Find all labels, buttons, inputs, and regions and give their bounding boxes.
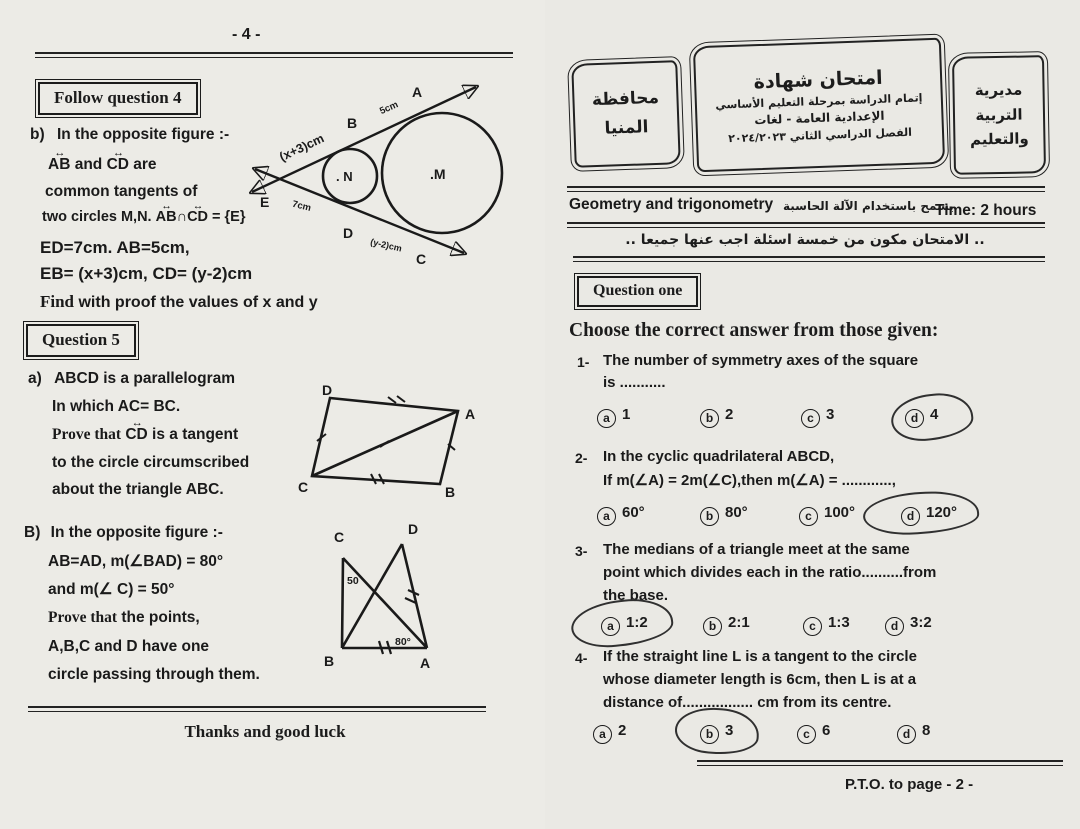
divider: [567, 186, 1045, 192]
option-letter: c: [801, 409, 820, 428]
divider: [697, 760, 1063, 766]
follow-question-4-title: Follow question 4: [38, 82, 198, 115]
figure-parallelogram: [288, 378, 483, 506]
item4-number: 4-: [575, 650, 588, 666]
part-b-line-ed: ED=7cm. AB=5cm,: [40, 238, 190, 257]
answer-circle-mark-item3: [569, 595, 675, 651]
header-box-governorate: محافظة المنيا: [571, 60, 681, 168]
label-seg-dc: (y-2)cm: [369, 236, 403, 254]
q5b-line1: B) In the opposite figure :-: [24, 524, 223, 541]
option-letter: a: [601, 617, 620, 636]
label-point-a: A: [420, 655, 431, 671]
item4-option-d: d 8: [897, 722, 930, 744]
label-point-b: B: [347, 115, 358, 131]
label-circle-n: . N: [336, 169, 353, 184]
item2-line1: In the cyclic quadrilateral ABCD,: [603, 448, 835, 465]
item3-line2: point which divides each in the ratio..........from: [603, 564, 937, 581]
label-seg-eb: (x+3)cm: [277, 131, 327, 165]
divider: [573, 256, 1045, 262]
vector-ab: AB ↔: [48, 156, 70, 174]
item4-option-b: b 3: [700, 722, 733, 744]
label-point-c: C: [416, 251, 427, 267]
item1-option-b: b 2: [700, 406, 733, 428]
calculator-note: يسمح باستخدام الآلة الحاسبة: [783, 199, 954, 213]
part-b-line-vectors: AB ↔ and CD ↔ are: [48, 156, 157, 174]
item1-option-d: d 4: [905, 406, 938, 428]
item4-option-a: a 2: [593, 722, 626, 744]
label-seg-ba: 5cm: [378, 99, 400, 118]
label-point-d: D: [322, 382, 333, 398]
answer-circle-mark-item1: [889, 390, 975, 444]
label-point-d: D: [343, 225, 354, 241]
q5b-line3: and m(∠ C) = 50°: [48, 581, 175, 598]
option-letter: c: [799, 507, 818, 526]
item2-option-b: b 80°: [700, 504, 748, 526]
option-letter: b: [700, 725, 719, 744]
item2-option-a: a 60°: [597, 504, 645, 526]
figure-crossed-triangles: [300, 518, 470, 680]
item4-line1: If the straight line L is a tangent to the circle: [603, 648, 917, 665]
q5b-line5: A,B,C and D have one: [48, 638, 210, 655]
item3-line1: The medians of a triangle meet at the same: [603, 541, 910, 558]
vector-cd: CD ↔: [187, 209, 208, 225]
left-page-footer: Thanks and good luck: [184, 722, 346, 741]
item2-option-c: c 100°: [799, 504, 855, 526]
q5b-line6: circle passing through them.: [48, 666, 260, 683]
label-angle-a: 80°: [395, 636, 411, 648]
item1-line1: The number of symmetry axes of the square: [603, 352, 919, 369]
item3-line3: the base.: [603, 587, 669, 604]
option-letter: b: [703, 617, 722, 636]
header-box-exam: امتحان شهادة إتمام الدراسة بمرحلة التعليم الأساسي الإعدادية العامة - لغات الفصل الدراسي الثاني ٢٠٢٤/٢٠٢٣: [693, 38, 945, 173]
page-number: - 4 -: [232, 26, 261, 43]
option-letter: b: [700, 507, 719, 526]
exam-instruction: .. الامتحان مكون من خمسة اسئلة اجب عنها جميعا ..: [625, 232, 985, 248]
page-right: [545, 0, 1080, 829]
option-letter: c: [797, 725, 816, 744]
vector-ab: AB ↔: [156, 209, 177, 225]
divider: [35, 52, 513, 58]
divider: [567, 222, 1045, 228]
item1-option-a: a 1: [597, 406, 630, 428]
part-b-line-circles: two circles M,N. AB ↔∩CD ↔ = {E}: [42, 209, 246, 225]
option-letter: d: [897, 725, 916, 744]
item3-option-a: a 1:2: [601, 614, 648, 636]
item2-line2: If m(∠A) = 2m(∠C),then m(∠A) = ............,: [603, 472, 896, 489]
question-one-title: Question one: [577, 276, 698, 307]
q5a-line5: about the triangle ABC.: [52, 481, 224, 498]
label-seg-ed: 7cm: [290, 198, 313, 215]
option-letter: c: [803, 617, 822, 636]
item4-option-c: c 6: [797, 722, 830, 744]
option-letter: a: [593, 725, 612, 744]
label-circle-m: .M: [430, 166, 446, 182]
label-point-c: C: [334, 529, 345, 545]
item3-number: 3-: [575, 543, 588, 559]
divider: [28, 706, 486, 712]
label-angle-c: 50: [347, 575, 359, 587]
option-letter: d: [885, 617, 904, 636]
right-page-footer: P.T.O. to page - 2 -: [845, 776, 974, 793]
figure-tangent-circles: [246, 70, 536, 272]
item3-option-c: c 1:3: [803, 614, 850, 636]
question-one-intro: Choose the correct answer from those given:: [569, 320, 939, 341]
option-letter: a: [597, 409, 616, 428]
item1-line2: is ...........: [603, 374, 666, 391]
label-point-a: A: [412, 84, 423, 100]
part-b-label: b): [30, 126, 45, 143]
time-allowed: Time: 2 hours: [935, 202, 1037, 219]
label-point-c: C: [298, 479, 309, 495]
item3-option-d: d 3:2: [885, 614, 932, 636]
part-b-line-tangents: common tangents of: [45, 183, 198, 200]
item1-option-c: c 3: [801, 406, 834, 428]
q5a-line1: a) ABCD is a parallelogram: [28, 370, 236, 387]
label-point-e: E: [260, 194, 270, 210]
question-5-title: Question 5: [26, 324, 136, 357]
q5a-line2: In which AC= BC.: [52, 398, 181, 415]
part-b-intro: b) In the opposite figure :-: [30, 126, 230, 143]
option-letter: d: [901, 507, 920, 526]
option-letter: b: [700, 409, 719, 428]
q5a-line4: to the circle circumscribed: [52, 454, 250, 471]
answer-circle-mark-item4: [673, 705, 760, 757]
q5a-line3: Prove that CD ↔ is a tangent: [52, 426, 238, 444]
item3-option-b: b 2:1: [703, 614, 750, 636]
subject-title: Geometry and trigonometry: [569, 196, 774, 213]
vector-cd: CD ↔: [125, 426, 147, 444]
item4-line3: distance of................. cm from its centre.: [603, 694, 892, 711]
header-box-directorate: مديرية التربية والتعليم: [952, 55, 1046, 175]
label-point-a: A: [465, 406, 476, 422]
option-letter: a: [597, 507, 616, 526]
q5b-line4: Prove that the points,: [48, 609, 200, 626]
label-point-b: B: [445, 484, 456, 500]
vector-cd: CD ↔: [107, 156, 129, 174]
q5b-line2: AB=AD, m(∠BAD) = 80°: [48, 553, 224, 570]
item2-option-d: d 120°: [901, 504, 957, 526]
item4-line2: whose diameter length is 6cm, then L is at a: [603, 671, 917, 688]
label-point-d: D: [408, 521, 419, 537]
label-point-b: B: [324, 653, 335, 669]
answer-circle-mark-item2: [862, 489, 980, 537]
option-letter: d: [905, 409, 924, 428]
item1-number: 1-: [577, 354, 590, 370]
part-b-find: Find with proof the values of x and y: [40, 292, 318, 311]
item2-number: 2-: [575, 450, 588, 466]
part-b-line-eb: EB= (x+3)cm, CD= (y-2)cm: [40, 264, 253, 283]
